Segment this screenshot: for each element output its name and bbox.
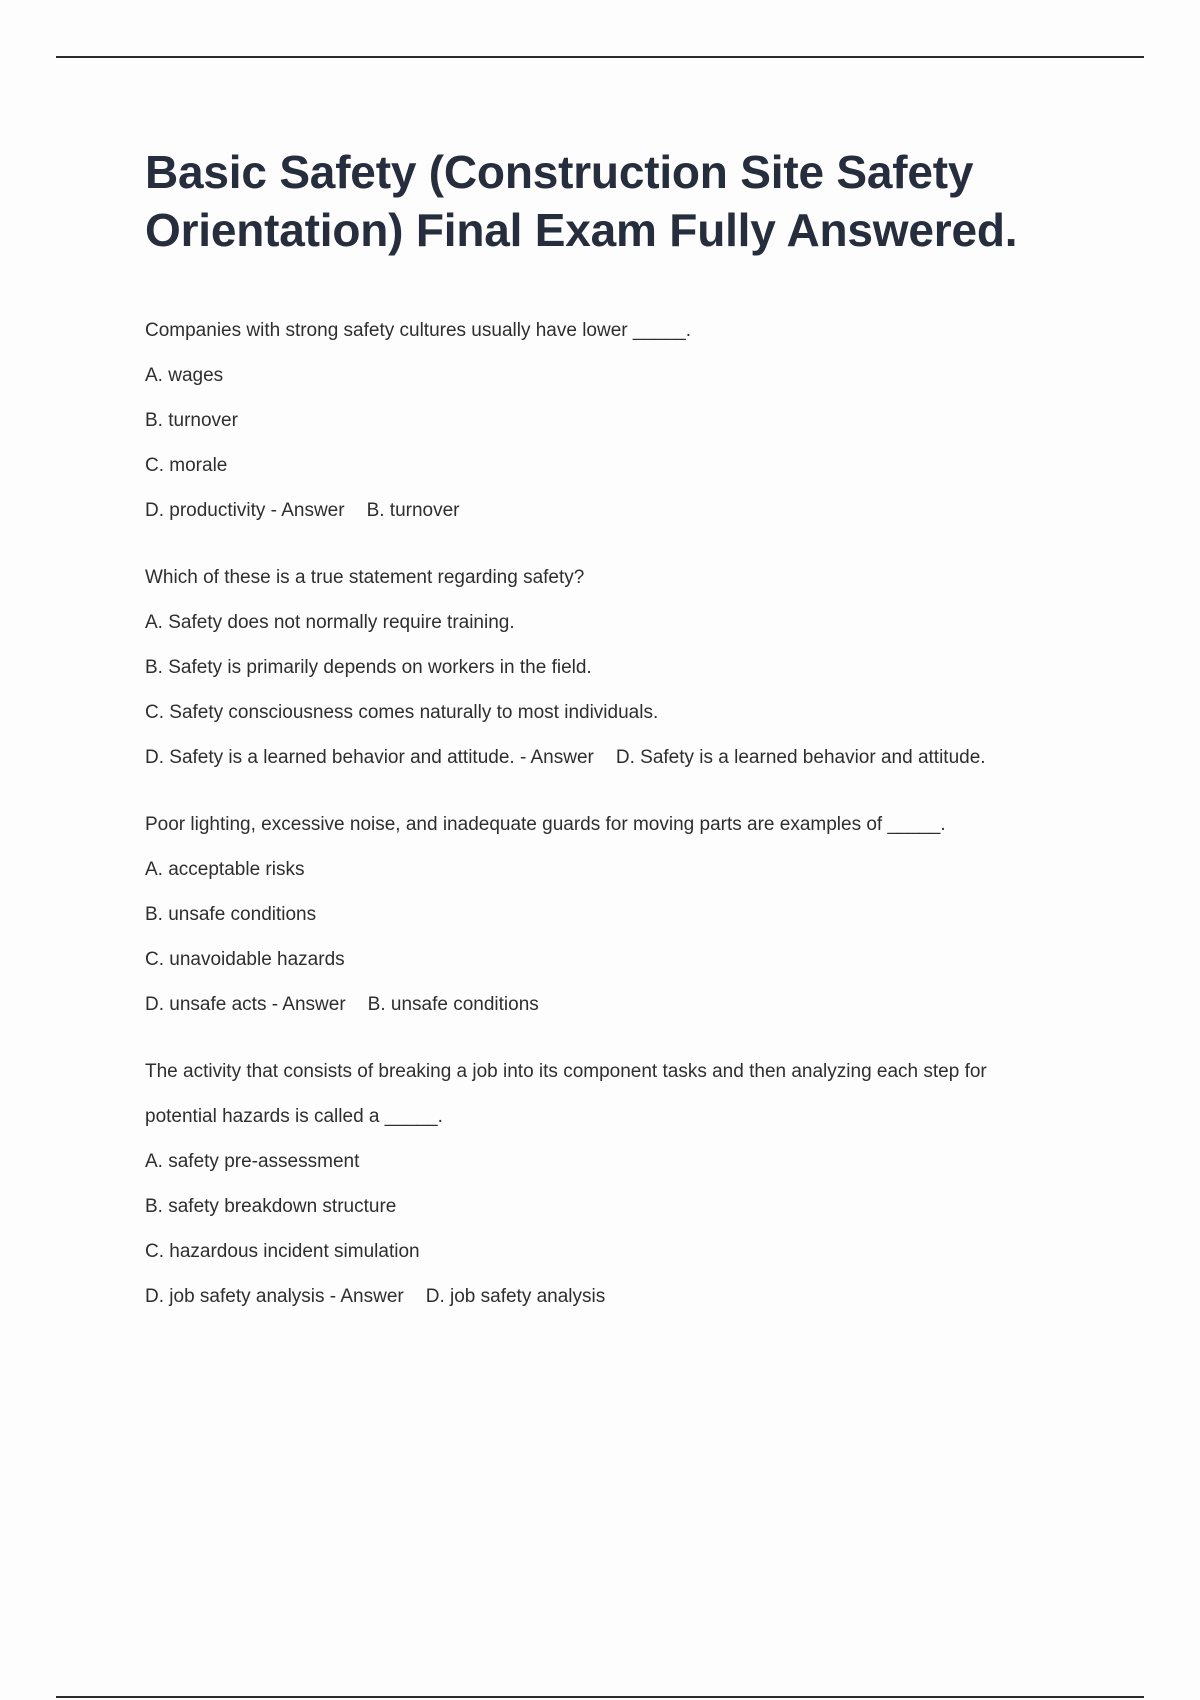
option: B. turnover bbox=[145, 410, 238, 431]
answer: D. Safety is a learned behavior and attitude. bbox=[615, 747, 986, 768]
option-with-answer bbox=[145, 1285, 1085, 1308]
option: C. morale bbox=[145, 455, 228, 476]
last-option: D. productivity - Answer bbox=[145, 500, 345, 521]
option: C. Safety consciousness comes naturally to most individuals. bbox=[145, 702, 659, 723]
option: B. Safety is primarily depends on workers in the field. bbox=[145, 657, 592, 678]
question-prompt: Poor lighting, excessive noise, and inadequate guards for moving parts are examples of _____. bbox=[145, 814, 946, 835]
document-title: Basic Safety (Construction Site Safety Orientation) Final Exam Fully Answered. bbox=[145, 146, 1018, 256]
last-option: D. job safety analysis - Answer bbox=[145, 1286, 404, 1307]
option: A. wages bbox=[145, 365, 224, 386]
answer: B. turnover bbox=[366, 500, 460, 521]
option: C. hazardous incident simulation bbox=[145, 1241, 420, 1262]
last-option: D. unsafe acts - Answer bbox=[145, 994, 346, 1015]
question-prompt: Companies with strong safety cultures usually have lower _____. bbox=[145, 320, 692, 341]
option-with-answer bbox=[145, 993, 1085, 1016]
last-option: D. Safety is a learned behavior and attitude. - Answer bbox=[145, 747, 594, 768]
option-with-answer bbox=[145, 499, 1085, 522]
question-3 bbox=[145, 813, 1085, 1016]
answer: D. job safety analysis bbox=[425, 1286, 606, 1307]
document-body bbox=[145, 143, 1085, 1352]
question-prompt-line-1: The activity that consists of breaking a job into its component tasks and then analyzing each step for bbox=[145, 1061, 987, 1082]
question-2 bbox=[145, 566, 1085, 769]
top-rule bbox=[56, 56, 1144, 58]
option-with-answer bbox=[145, 746, 1085, 769]
answer: B. unsafe conditions bbox=[367, 994, 539, 1015]
option: B. unsafe conditions bbox=[145, 904, 317, 925]
option: B. safety breakdown structure bbox=[145, 1196, 397, 1217]
option: A. safety pre-assessment bbox=[145, 1151, 360, 1172]
question-prompt: Which of these is a true statement regarding safety? bbox=[145, 567, 585, 588]
option: C. unavoidable hazards bbox=[145, 949, 345, 970]
option: A. Safety does not normally require training. bbox=[145, 612, 515, 633]
question-1 bbox=[145, 319, 1085, 522]
bottom-rule bbox=[56, 1696, 1144, 1698]
question-prompt-line-2: potential hazards is called a _____. bbox=[145, 1106, 443, 1127]
question-4 bbox=[145, 1060, 1085, 1308]
option: A. acceptable risks bbox=[145, 859, 305, 880]
